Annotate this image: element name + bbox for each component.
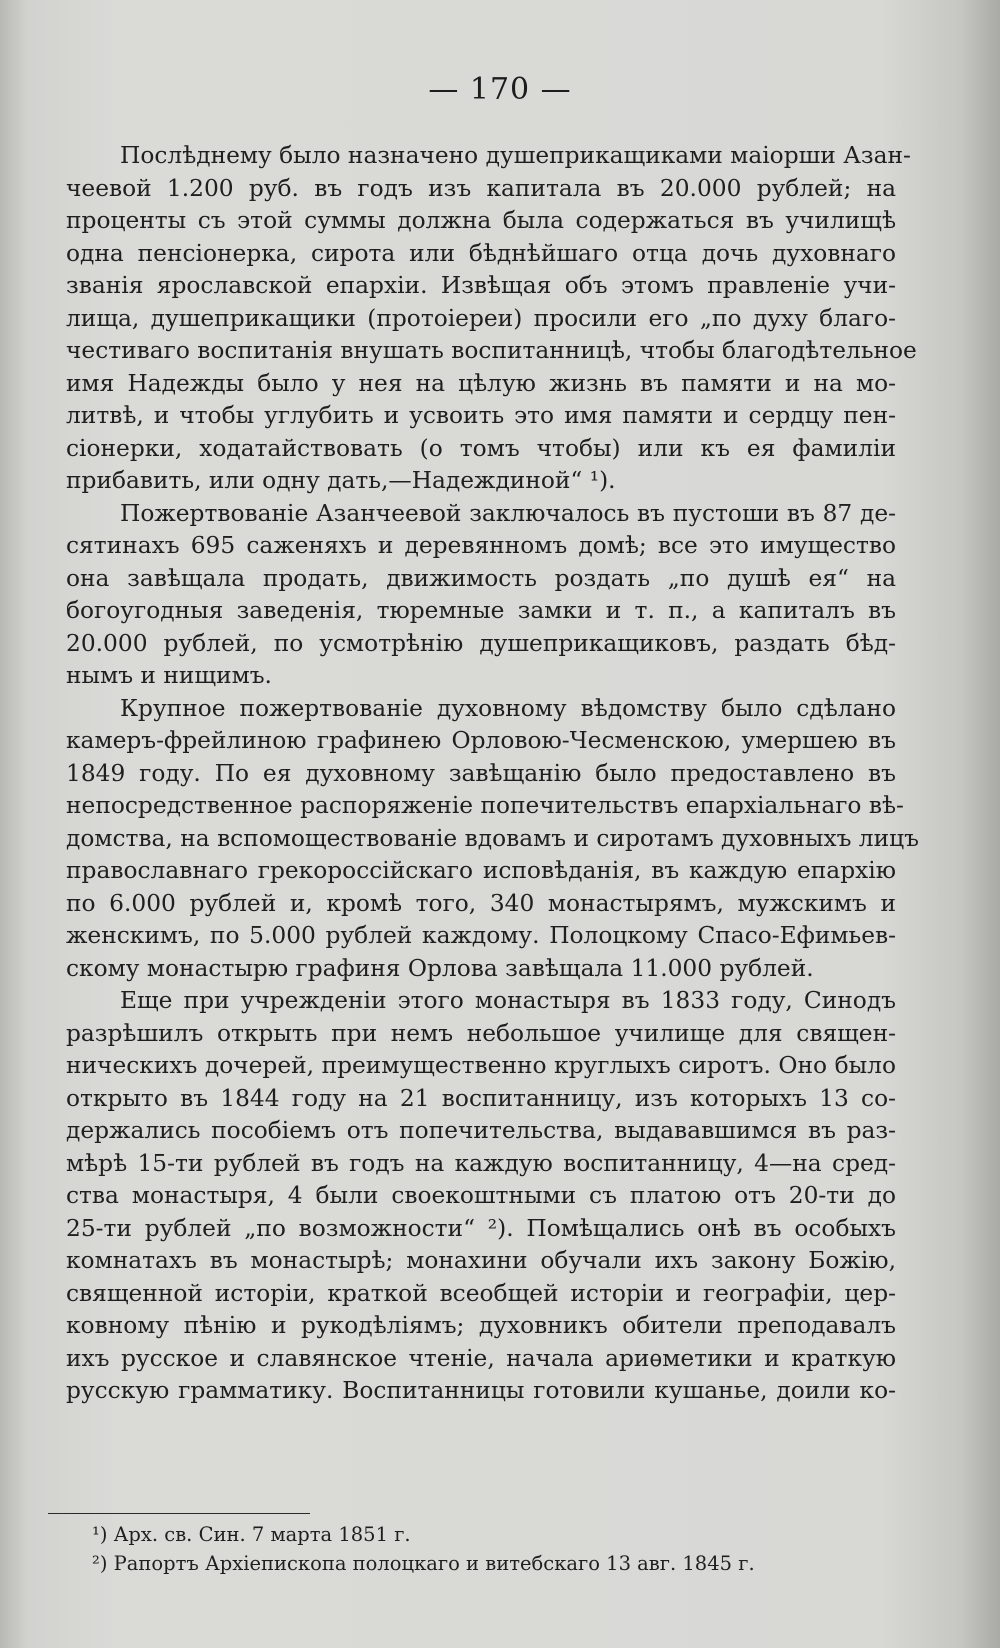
text-line: Послѣднему было назначено душеприкащиками маiорши Азан- <box>120 142 911 169</box>
text-line: богоугодныя заведенiя, тюремные замки и т. п., а капиталъ въ <box>66 597 896 624</box>
text-line: сiонерки, ходатайствовать (о томъ чтобы) или къ ея фамилiи <box>66 434 896 462</box>
text-line: имя Надежды было у нея на цѣлую жизнь въ памяти и на мо- <box>66 369 896 397</box>
text-line: чеевой 1.200 руб. въ годъ изъ капитала въ 20.000 рублей; на <box>66 174 896 202</box>
text-line: ства монастыря, 4 были своекоштными съ платою отъ 20-ти до <box>66 1182 896 1209</box>
text-line: священной исторiи, краткой всеобщей исторiи и географiи, цер- <box>66 1279 896 1307</box>
text-line: 1849 году. По ея духовному завѣщанiю было предоставлено въ <box>66 759 896 787</box>
text-line: по 6.000 рублей и, кромѣ того, 340 монастырямъ, мужскимъ и <box>66 889 896 917</box>
text-line: Еще при учрежденiи этого монастыря въ 1833 году, Синодъ <box>120 987 896 1014</box>
footnote-divider <box>48 1513 310 1514</box>
text-line: званiя ярославской епархiи. Извѣщая объ этомъ правленiе учи- <box>66 272 896 299</box>
text-line: ковному пѣнiю и рукодѣлiямъ; духовникъ обители преподавалъ <box>66 1312 896 1339</box>
text-line: Пожертвованiе Азанчеевой заключалось въ пустоши въ 87 де- <box>120 499 896 527</box>
text-line: одна пенсiонерка, сирота или бѣднѣйшаго отца дочь духовнаго <box>66 239 896 267</box>
text-line: нымъ и нищимъ. <box>66 662 272 689</box>
text-line: ническихъ дочерей, преимущественно круглыхъ сиротъ. Оно было <box>66 1052 896 1079</box>
text-line: разрѣшилъ открыть при немъ небольшое училище для священ- <box>66 1019 896 1047</box>
text-line: женскимъ, по 5.000 рублей каждому. Полоцкому Спасо-Ефимьев- <box>66 922 896 949</box>
text-line: проценты съ этой суммы должна была содержаться въ училищѣ <box>66 207 896 234</box>
text-line: комнатахъ въ монастырѣ; монахини обучали ихъ закону Божiю, <box>66 1247 896 1274</box>
text-line: 25-ти рублей „по возможности“ ²). Помѣщались онѣ въ особыхъ <box>66 1214 896 1242</box>
paragraph <box>66 498 896 693</box>
text-line: камеръ-фрейлиною графинею Орловою-Чесменскою, умершею въ <box>66 727 896 754</box>
text-line: православнаго грекороссiйскаго исповѣданiя, въ каждую епархiю <box>66 857 896 884</box>
text-line: домства, на вспомоществованiе вдовамъ и сиротамъ духовныхъ лицъ <box>66 824 919 852</box>
text-line: открыто въ 1844 году на 21 воспитанницу, изъ которыхъ 13 со- <box>66 1084 896 1112</box>
text-line: держались пособiемъ отъ попечительства, выдававшимся въ раз- <box>66 1117 896 1144</box>
text-line: сятинахъ 695 саженяхъ и деревянномъ домѣ; все это имущество <box>66 532 896 559</box>
paragraph <box>66 985 896 1408</box>
text-line: честиваго воспитанiя внушать воспитанницѣ, чтобы благодѣтельное <box>66 337 917 364</box>
footnote: ¹) Арх. св. Син. 7 марта 1851 г. <box>92 1523 411 1546</box>
text-line: непосредственное распоряженiе попечительствъ епархiальнаго вѣ- <box>66 792 904 819</box>
page-number: — 170 — <box>428 72 572 107</box>
text-line: 20.000 рублей, по усмотрѣнiю душеприкащиковъ, раздать бѣд- <box>66 629 896 657</box>
text-line: русскую грамматику. Воспитанницы готовили кушанье, доили ко- <box>66 1377 896 1404</box>
text-line: Крупное пожертвованiе духовному вѣдомству было сдѣлано <box>120 694 896 722</box>
body-text <box>66 140 919 1408</box>
text-line: она завѣщала продать, движимость роздать „по душѣ ея“ на <box>66 564 896 592</box>
text-line: мѣрѣ 15-ти рублей въ годъ на каждую воспитанницу, 4—на сред- <box>66 1149 896 1177</box>
text-line: прибавить, или одну дать,—Надеждиной“ ¹). <box>66 467 616 494</box>
text-line: скому монастырю графиня Орлова завѣщала 11.000 рублей. <box>66 954 814 982</box>
footnote: ²) Рапортъ Архiепископа полоцкаго и витебскаго 13 авг. 1845 г. <box>92 1552 755 1575</box>
text-line: ихъ русское и славянское чтенiе, начала ариѳметики и краткую <box>66 1344 896 1372</box>
paragraph <box>66 140 917 498</box>
text-line: литвѣ, и чтобы углубить и усвоить это имя памяти и сердцу пен- <box>66 402 896 429</box>
footnotes <box>92 1520 892 1578</box>
text-line: лища, душеприкащики (протоiереи) просили его „по духу благо- <box>66 304 896 332</box>
paragraph <box>66 693 919 986</box>
